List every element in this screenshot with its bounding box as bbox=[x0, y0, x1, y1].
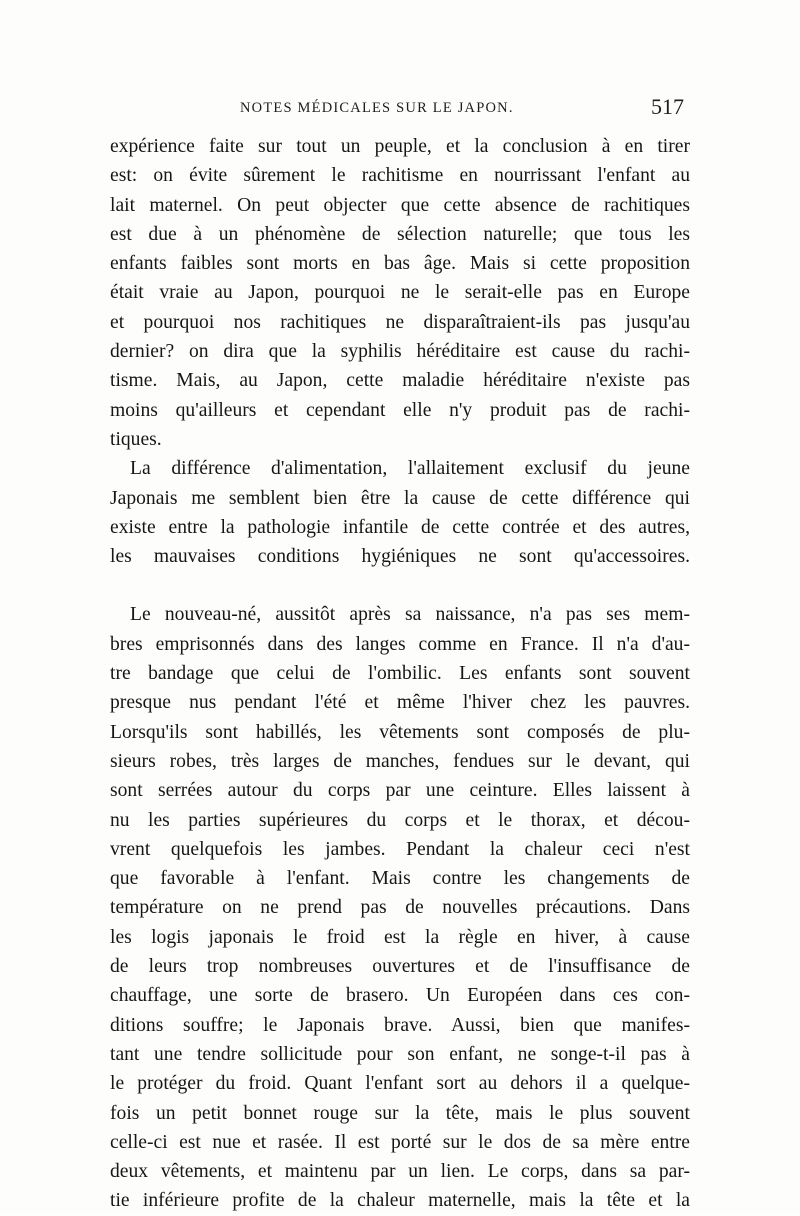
text-line: Lorsqu'ils sont habillés, les vêtements sont composés de plu- bbox=[110, 721, 690, 743]
text-line: tisme. Mais, au Japon, cette maladie héréditaire n'existe pas bbox=[110, 370, 690, 392]
text-line: est due à un phénomène de sélection naturelle; que tous les bbox=[110, 223, 690, 245]
body-text bbox=[110, 132, 690, 1216]
text-line: Japonais me semblent bien être la cause de cette différence qui bbox=[110, 487, 690, 509]
text-line: vrent quelquefois les jambes. Pendant la chaleur ceci n'est bbox=[110, 838, 690, 860]
text-line: tiques. bbox=[110, 428, 162, 450]
text-line: est: on évite sûrement le rachitisme en nourrissant l'enfant au bbox=[110, 165, 690, 187]
text-line: existe entre la pathologie infantile de cette contrée et des autres, bbox=[110, 516, 690, 538]
text-line: dernier? on dira que la syphilis héréditaire est cause du rachi- bbox=[110, 341, 690, 363]
text-line: moins qu'ailleurs et cependant elle n'y produit pas de rachi- bbox=[110, 399, 690, 421]
page-header bbox=[112, 94, 684, 124]
text-line: presque nus pendant l'été et même l'hiver chez les pauvres. bbox=[110, 692, 690, 714]
paragraph-1 bbox=[110, 132, 690, 454]
text-line: celle-ci est nue et rasée. Il est porté sur le dos de sa mère entre bbox=[110, 1131, 690, 1153]
text-line: nu les parties supérieures du corps et le thorax, et décou- bbox=[110, 809, 690, 831]
text-line: de leurs trop nombreuses ouvertures et de l'insuffisance de bbox=[110, 956, 690, 978]
text-line: les logis japonais le froid est la règle en hiver, à cause bbox=[110, 926, 690, 948]
paragraph-3 bbox=[110, 600, 690, 1215]
text-line: température on ne prend pas de nouvelles précautions. Dans bbox=[110, 897, 690, 919]
text-line: tre bandage que celui de l'ombilic. Les enfants sont souvent bbox=[110, 663, 690, 685]
text-line: sieurs robes, très larges de manches, fendues sur le devant, qui bbox=[110, 750, 690, 772]
text-line: Le nouveau-né, aussitôt après sa naissance, n'a pas ses mem- bbox=[130, 604, 690, 626]
text-line: le protéger du froid. Quant l'enfant sort au dehors il a quelque- bbox=[110, 1073, 690, 1095]
text-line: fois un petit bonnet rouge sur la tête, mais le plus souvent bbox=[110, 1102, 690, 1124]
text-line: lait maternel. On peut objecter que cette absence de rachitiques bbox=[110, 194, 690, 216]
text-line: La différence d'alimentation, l'allaitement exclusif du jeune bbox=[130, 458, 690, 480]
text-line: tant une tendre sollicitude pour son enfant, ne songe-t-il pas à bbox=[110, 1043, 690, 1065]
text-line: ditions souffre; le Japonais brave. Aussi, bien que manifes- bbox=[110, 1014, 690, 1036]
text-line: bres emprisonnés dans des langes comme en France. Il n'a d'au- bbox=[110, 633, 690, 655]
text-line: tie inférieure profite de la chaleur maternelle, mais la tête et la bbox=[110, 1190, 690, 1212]
text-line: chauffage, une sorte de brasero. Un Européen dans ces con- bbox=[110, 985, 690, 1007]
text-line: les mauvaises conditions hygiéniques ne sont qu'accessoires. bbox=[110, 546, 690, 568]
text-line: que favorable à l'enfant. Mais contre les changements de bbox=[110, 868, 690, 890]
page-number: 517 bbox=[651, 94, 684, 119]
running-title: NOTES MÉDICALES SUR LE JAPON. bbox=[240, 100, 514, 116]
text-line: était vraie au Japon, pourquoi ne le serait-elle pas en Europe bbox=[110, 282, 690, 304]
paragraph-gap bbox=[110, 571, 690, 600]
text-line: sont serrées autour du corps par une ceinture. Elles laissent à bbox=[110, 780, 690, 802]
text-line: enfants faibles sont morts en bas âge. Mais si cette proposition bbox=[110, 253, 690, 275]
text-line: deux vêtements, et maintenu par un lien. Le corps, dans sa par- bbox=[110, 1161, 690, 1183]
paragraph-2 bbox=[110, 454, 690, 571]
text-line: et pourquoi nos rachitiques ne disparaîtraient-ils pas jusqu'au bbox=[110, 311, 690, 333]
text-line: expérience faite sur tout un peuple, et la conclusion à en tirer bbox=[110, 136, 690, 157]
